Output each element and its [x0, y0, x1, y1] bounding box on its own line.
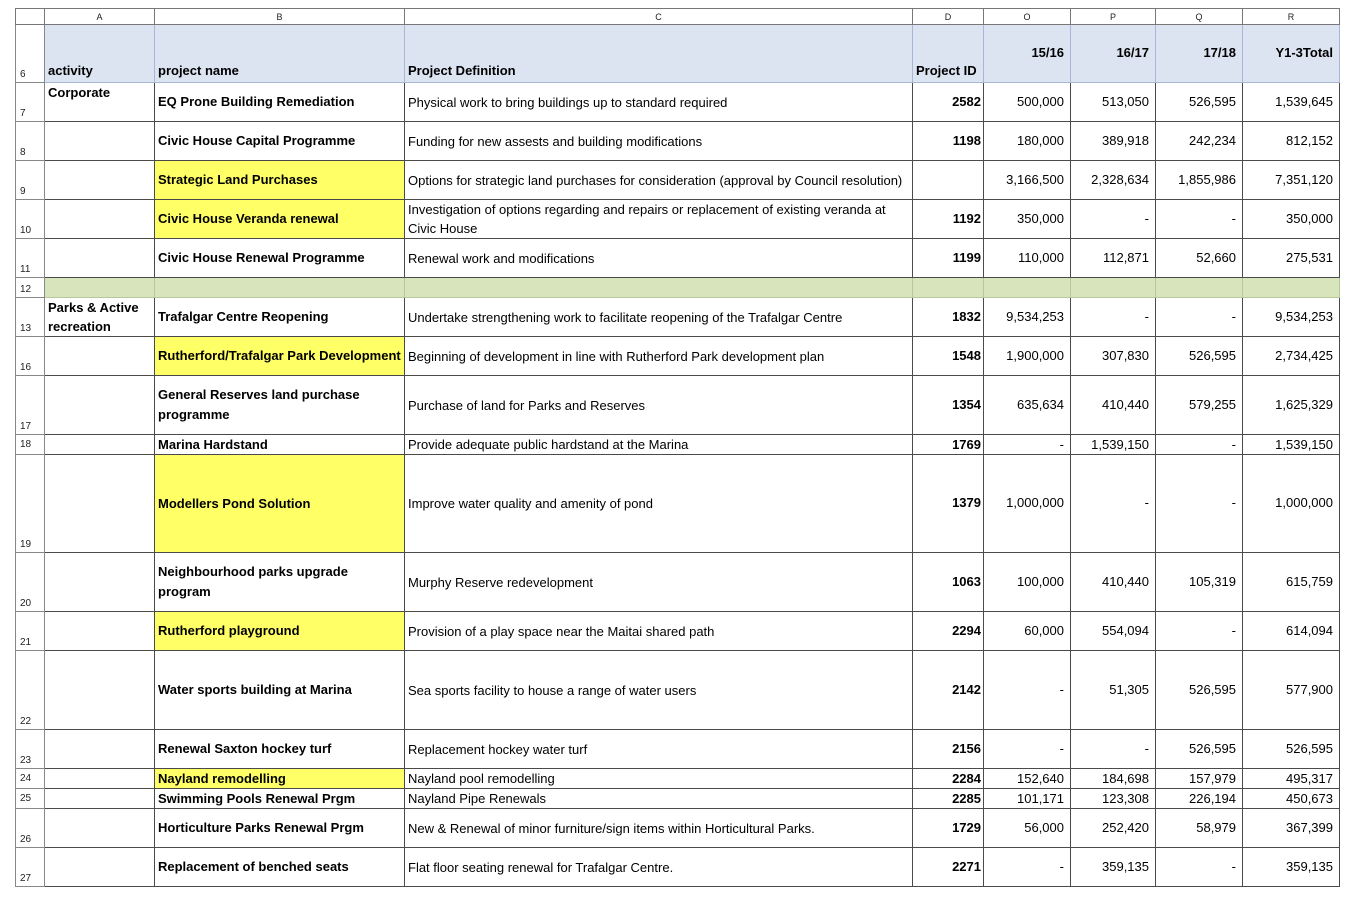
y1-value-cell[interactable]: -	[984, 848, 1071, 887]
row-number[interactable]: 23	[16, 730, 45, 769]
project-definition-cell[interactable]: Options for strategic land purchases for consideration (approval by Council resolution)	[405, 161, 913, 200]
activity-cell[interactable]: Corporate	[45, 83, 155, 122]
project-id-cell[interactable]: 2142	[913, 651, 984, 730]
project-name-cell[interactable]: Renewal Saxton hockey turf	[155, 730, 405, 769]
project-definition-cell[interactable]: Funding for new assests and building modifications	[405, 122, 913, 161]
project-id-cell[interactable]: 2294	[913, 612, 984, 651]
table-row	[16, 809, 1340, 848]
header-y3[interactable]: 17/18	[1156, 25, 1243, 83]
y3-value-cell[interactable]: 58,979	[1156, 809, 1243, 848]
project-id-cell[interactable]: 2156	[913, 730, 984, 769]
activity-cell[interactable]	[45, 651, 155, 730]
table-row	[16, 612, 1340, 651]
y3-value-cell[interactable]: -	[1156, 612, 1243, 651]
total-value-cell[interactable]: 526,595	[1243, 730, 1340, 769]
y3-value-cell[interactable]: -	[1156, 848, 1243, 887]
table-row	[16, 651, 1340, 730]
project-name-cell[interactable]: General Reserves land purchase programme	[155, 376, 405, 435]
y1-value-cell[interactable]: 110,000	[984, 239, 1071, 278]
project-definition-cell[interactable]: New & Renewal of minor furniture/sign items within Horticultural Parks.	[405, 809, 913, 848]
y1-value-cell[interactable]: 9,534,253	[984, 298, 1071, 337]
project-name-cell[interactable]: Modellers Pond Solution	[155, 455, 405, 553]
y2-value-cell[interactable]: -	[1071, 455, 1156, 553]
y1-value-cell[interactable]: 101,171	[984, 789, 1071, 809]
activity-cell[interactable]: Parks & Active recreation	[45, 298, 155, 337]
table-row	[16, 83, 1340, 122]
activity-cell[interactable]	[45, 161, 155, 200]
activity-cell[interactable]	[45, 455, 155, 553]
total-value-cell[interactable]: 9,534,253	[1243, 298, 1340, 337]
header-y1[interactable]: 15/16	[984, 25, 1071, 83]
table-row	[16, 376, 1340, 435]
activity-cell[interactable]	[45, 848, 155, 887]
project-id-cell[interactable]: 1198	[913, 122, 984, 161]
column-header-q[interactable]: Q	[1156, 9, 1243, 25]
separator-cell[interactable]	[913, 278, 984, 298]
table-row	[16, 200, 1340, 239]
project-id-cell[interactable]: 2271	[913, 848, 984, 887]
activity-cell[interactable]	[45, 809, 155, 848]
total-value-cell[interactable]: 359,135	[1243, 848, 1340, 887]
project-definition-cell[interactable]: Murphy Reserve redevelopment	[405, 553, 913, 612]
column-header-o[interactable]: O	[984, 9, 1071, 25]
separator-row	[16, 278, 1340, 298]
y3-value-cell[interactable]: -	[1156, 455, 1243, 553]
y2-value-cell[interactable]: 51,305	[1071, 651, 1156, 730]
project-name-cell[interactable]: Horticulture Parks Renewal Prgm	[155, 809, 405, 848]
row-number[interactable]: 19	[16, 455, 45, 553]
separator-cell[interactable]	[155, 278, 405, 298]
activity-cell[interactable]	[45, 730, 155, 769]
row-number[interactable]: 27	[16, 848, 45, 887]
row-number[interactable]: 17	[16, 376, 45, 435]
project-name-cell[interactable]: Civic House Veranda renewal	[155, 200, 405, 239]
row-number[interactable]: 22	[16, 651, 45, 730]
row-number[interactable]: 6	[16, 25, 45, 83]
total-value-cell[interactable]: 350,000	[1243, 200, 1340, 239]
y3-value-cell[interactable]: -	[1156, 200, 1243, 239]
row-number[interactable]: 11	[16, 239, 45, 278]
project-id-cell[interactable]: 1832	[913, 298, 984, 337]
y2-value-cell[interactable]: 1,539,150	[1071, 435, 1156, 455]
project-definition-cell[interactable]: Investigation of options regarding and repairs or replacement of existing veranda at Civic House	[405, 200, 913, 239]
y2-value-cell[interactable]: 410,440	[1071, 553, 1156, 612]
project-id-cell[interactable]	[913, 161, 984, 200]
total-value-cell[interactable]: 1,539,645	[1243, 83, 1340, 122]
total-value-cell[interactable]: 1,000,000	[1243, 455, 1340, 553]
y3-value-cell[interactable]: 242,234	[1156, 122, 1243, 161]
project-name-cell[interactable]: Nayland remodelling	[155, 769, 405, 789]
table-row	[16, 455, 1340, 553]
table-row	[16, 435, 1340, 455]
y2-value-cell[interactable]: -	[1071, 200, 1156, 239]
column-header-r[interactable]: R	[1243, 9, 1340, 25]
y2-value-cell[interactable]: 2,328,634	[1071, 161, 1156, 200]
y3-value-cell[interactable]: 526,595	[1156, 651, 1243, 730]
header-project-id[interactable]: Project ID	[913, 25, 984, 83]
y2-value-cell[interactable]: 359,135	[1071, 848, 1156, 887]
y2-value-cell[interactable]: -	[1071, 298, 1156, 337]
project-name-cell[interactable]: Neighbourhood parks upgrade program	[155, 553, 405, 612]
y3-value-cell[interactable]: 526,595	[1156, 730, 1243, 769]
y2-value-cell[interactable]: 410,440	[1071, 376, 1156, 435]
project-definition-cell[interactable]: Nayland pool remodelling	[405, 769, 913, 789]
project-id-cell[interactable]: 1192	[913, 200, 984, 239]
y3-value-cell[interactable]: 1,855,986	[1156, 161, 1243, 200]
project-definition-cell[interactable]: Nayland Pipe Renewals	[405, 789, 913, 809]
project-name-cell[interactable]: Water sports building at Marina	[155, 651, 405, 730]
table-row	[16, 789, 1340, 809]
y1-value-cell[interactable]: 100,000	[984, 553, 1071, 612]
project-definition-cell[interactable]: Flat floor seating renewal for Trafalgar Centre.	[405, 848, 913, 887]
project-name-cell[interactable]: Civic House Capital Programme	[155, 122, 405, 161]
project-name-cell[interactable]: Swimming Pools Renewal Prgm	[155, 789, 405, 809]
project-id-cell[interactable]: 2582	[913, 83, 984, 122]
project-id-cell[interactable]: 2284	[913, 769, 984, 789]
table-row	[16, 730, 1340, 769]
y1-value-cell[interactable]: -	[984, 651, 1071, 730]
project-id-cell[interactable]: 1548	[913, 337, 984, 376]
y2-value-cell[interactable]: 513,050	[1071, 83, 1156, 122]
project-id-cell[interactable]: 1379	[913, 455, 984, 553]
header-activity[interactable]: activity	[45, 25, 155, 83]
row-number[interactable]: 9	[16, 161, 45, 200]
column-header-b[interactable]: B	[155, 9, 405, 25]
header-project-definition[interactable]: Project Definition	[405, 25, 913, 83]
project-name-cell[interactable]: Marina Hardstand	[155, 435, 405, 455]
project-name-cell[interactable]: Civic House Renewal Programme	[155, 239, 405, 278]
total-value-cell[interactable]: 2,734,425	[1243, 337, 1340, 376]
separator-cell[interactable]	[984, 278, 1071, 298]
y3-value-cell[interactable]: 105,319	[1156, 553, 1243, 612]
header-total[interactable]: Y1-3Total	[1243, 25, 1340, 83]
table-row	[16, 337, 1340, 376]
column-header-c[interactable]: C	[405, 9, 913, 25]
y1-value-cell[interactable]: 3,166,500	[984, 161, 1071, 200]
table-row	[16, 239, 1340, 278]
project-name-cell[interactable]: Strategic Land Purchases	[155, 161, 405, 200]
y2-value-cell[interactable]: 252,420	[1071, 809, 1156, 848]
y1-value-cell[interactable]: 635,634	[984, 376, 1071, 435]
separator-cell[interactable]	[1071, 278, 1156, 298]
row-number[interactable]: 26	[16, 809, 45, 848]
project-name-cell[interactable]: Rutherford playground	[155, 612, 405, 651]
y2-value-cell[interactable]: 307,830	[1071, 337, 1156, 376]
table-row	[16, 298, 1340, 337]
project-definition-cell[interactable]: Physical work to bring buildings up to standard required	[405, 83, 913, 122]
y1-value-cell[interactable]: 152,640	[984, 769, 1071, 789]
project-name-cell[interactable]: Trafalgar Centre Reopening	[155, 298, 405, 337]
y2-value-cell[interactable]: 554,094	[1071, 612, 1156, 651]
table-row	[16, 553, 1340, 612]
activity-cell[interactable]	[45, 553, 155, 612]
header-project-name[interactable]: project name	[155, 25, 405, 83]
total-value-cell[interactable]: 7,351,120	[1243, 161, 1340, 200]
project-id-cell[interactable]: 1063	[913, 553, 984, 612]
table-row	[16, 848, 1340, 887]
select-all-corner[interactable]	[16, 9, 45, 25]
project-definition-cell[interactable]: Purchase of land for Parks and Reserves	[405, 376, 913, 435]
table-row	[16, 769, 1340, 789]
project-definition-cell[interactable]: Renewal work and modifications	[405, 239, 913, 278]
y1-value-cell[interactable]: -	[984, 730, 1071, 769]
total-value-cell[interactable]: 495,317	[1243, 769, 1340, 789]
separator-cell[interactable]	[405, 278, 913, 298]
separator-cell[interactable]	[1156, 278, 1243, 298]
y3-value-cell[interactable]: 526,595	[1156, 83, 1243, 122]
project-definition-cell[interactable]: Improve water quality and amenity of pond	[405, 455, 913, 553]
total-value-cell[interactable]: 1,539,150	[1243, 435, 1340, 455]
activity-cell[interactable]	[45, 769, 155, 789]
total-value-cell[interactable]: 275,531	[1243, 239, 1340, 278]
row-number[interactable]: 21	[16, 612, 45, 651]
y3-value-cell[interactable]: 226,194	[1156, 789, 1243, 809]
spreadsheet-grid	[15, 8, 1340, 887]
y1-value-cell[interactable]: 56,000	[984, 809, 1071, 848]
y2-value-cell[interactable]: 389,918	[1071, 122, 1156, 161]
project-definition-cell[interactable]: Beginning of development in line with Rutherford Park development plan	[405, 337, 913, 376]
total-value-cell[interactable]: 812,152	[1243, 122, 1340, 161]
project-id-cell[interactable]: 1729	[913, 809, 984, 848]
y1-value-cell[interactable]: 500,000	[984, 83, 1071, 122]
project-definition-cell[interactable]: Undertake strengthening work to facilitate reopening of the Trafalgar Centre	[405, 298, 913, 337]
y1-value-cell[interactable]: 1,900,000	[984, 337, 1071, 376]
project-definition-cell[interactable]: Provide adequate public hardstand at the Marina	[405, 435, 913, 455]
project-definition-cell[interactable]: Provision of a play space near the Maitai shared path	[405, 612, 913, 651]
project-id-cell[interactable]: 1354	[913, 376, 984, 435]
row-number[interactable]: 20	[16, 553, 45, 612]
y1-value-cell[interactable]: 60,000	[984, 612, 1071, 651]
activity-cell[interactable]	[45, 122, 155, 161]
row-number[interactable]: 13	[16, 298, 45, 337]
y3-value-cell[interactable]: -	[1156, 435, 1243, 455]
total-value-cell[interactable]: 615,759	[1243, 553, 1340, 612]
y3-value-cell[interactable]: 157,979	[1156, 769, 1243, 789]
header-y2[interactable]: 16/17	[1071, 25, 1156, 83]
activity-cell[interactable]	[45, 337, 155, 376]
table-header-row	[16, 25, 1340, 83]
project-id-cell[interactable]: 2285	[913, 789, 984, 809]
y2-value-cell[interactable]: 123,308	[1071, 789, 1156, 809]
project-definition-cell[interactable]: Sea sports facility to house a range of water users	[405, 651, 913, 730]
y2-value-cell[interactable]: -	[1071, 730, 1156, 769]
activity-cell[interactable]	[45, 376, 155, 435]
activity-cell[interactable]	[45, 239, 155, 278]
column-header-row	[16, 9, 1340, 25]
row-number[interactable]: 7	[16, 83, 45, 122]
column-header-a[interactable]: A	[45, 9, 155, 25]
total-value-cell[interactable]: 450,673	[1243, 789, 1340, 809]
y3-value-cell[interactable]: 579,255	[1156, 376, 1243, 435]
row-number[interactable]: 24	[16, 769, 45, 789]
project-name-cell[interactable]: Rutherford/Trafalgar Park Development	[155, 337, 405, 376]
y1-value-cell[interactable]: -	[984, 435, 1071, 455]
project-name-cell[interactable]: EQ Prone Building Remediation	[155, 83, 405, 122]
activity-cell[interactable]	[45, 612, 155, 651]
activity-cell[interactable]	[45, 200, 155, 239]
row-number[interactable]: 16	[16, 337, 45, 376]
y2-value-cell[interactable]: 112,871	[1071, 239, 1156, 278]
row-number[interactable]: 18	[16, 435, 45, 455]
project-id-cell[interactable]: 1199	[913, 239, 984, 278]
total-value-cell[interactable]: 1,625,329	[1243, 376, 1340, 435]
column-header-d[interactable]: D	[913, 9, 984, 25]
y1-value-cell[interactable]: 1,000,000	[984, 455, 1071, 553]
row-number[interactable]: 12	[16, 278, 45, 298]
y3-value-cell[interactable]: 52,660	[1156, 239, 1243, 278]
y3-value-cell[interactable]: 526,595	[1156, 337, 1243, 376]
y3-value-cell[interactable]: -	[1156, 298, 1243, 337]
row-number[interactable]: 10	[16, 200, 45, 239]
separator-cell[interactable]	[1243, 278, 1340, 298]
separator-cell[interactable]	[45, 278, 155, 298]
y1-value-cell[interactable]: 180,000	[984, 122, 1071, 161]
row-number[interactable]: 25	[16, 789, 45, 809]
activity-cell[interactable]	[45, 435, 155, 455]
row-number[interactable]: 8	[16, 122, 45, 161]
activity-cell[interactable]	[45, 789, 155, 809]
total-value-cell[interactable]: 614,094	[1243, 612, 1340, 651]
project-name-cell[interactable]: Replacement of benched seats	[155, 848, 405, 887]
table-row	[16, 122, 1340, 161]
y1-value-cell[interactable]: 350,000	[984, 200, 1071, 239]
total-value-cell[interactable]: 367,399	[1243, 809, 1340, 848]
table-row	[16, 161, 1340, 200]
project-id-cell[interactable]: 1769	[913, 435, 984, 455]
y2-value-cell[interactable]: 184,698	[1071, 769, 1156, 789]
project-definition-cell[interactable]: Replacement hockey water turf	[405, 730, 913, 769]
total-value-cell[interactable]: 577,900	[1243, 651, 1340, 730]
column-header-p[interactable]: P	[1071, 9, 1156, 25]
